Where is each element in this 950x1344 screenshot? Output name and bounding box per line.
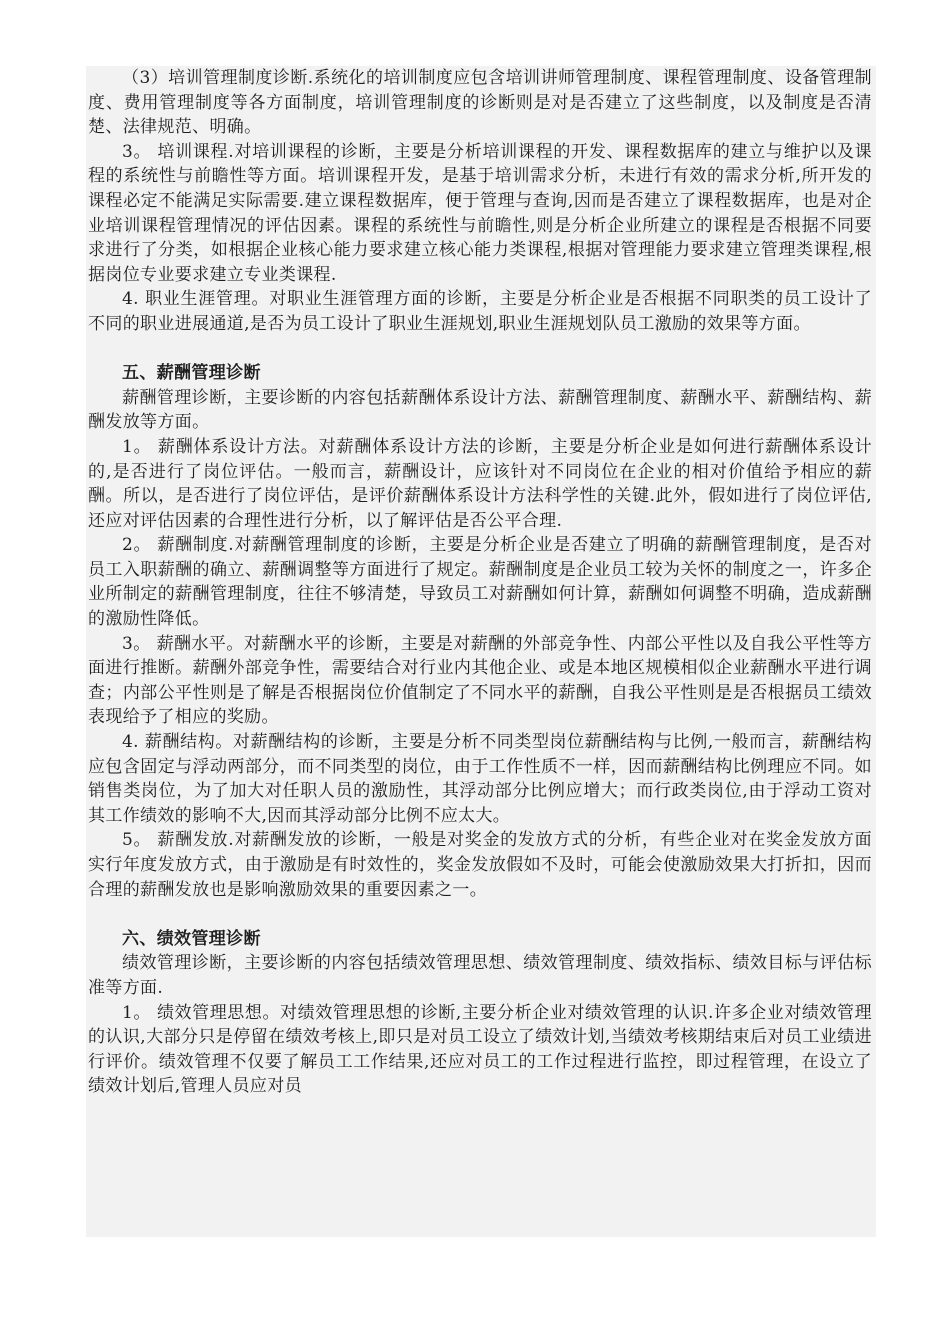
paragraph: 薪酬管理诊断，主要诊断的内容包括薪酬体系设计方法、薪酬管理制度、薪酬水平、薪酬结构、薪酬发放等方面。 (88, 387, 872, 433)
spacer (88, 337, 872, 362)
paragraph: 4. 薪酬结构。对薪酬结构的诊断，主要是分析不同类型岗位薪酬结构与比例,一般而言，薪酬结构应包含固定与浮动两部分，而不同类型的岗位，由于工作性质不一样，因而薪酬结构比例理应不同。如销售类岗位，为了加大对任职人员的激励性，其浮动部分比例应增大；而行政类岗位,由于浮动工资对其工作绩效的影响不大,因而其浮动部分比例不应太大。 (88, 732, 872, 826)
paragraph: （3）培训管理制度诊断.系统化的培训制度应包含培训讲师管理制度、课程管理制度、设备管理制度、费用管理制度等各方面制度，培训管理制度的诊断则是对是否建立了这些制度，以及制度是否清楚、法律规范、明确。 (88, 68, 872, 138)
paragraph: 1。 绩效管理思想。对绩效管理思想的诊断,主要分析企业对绩效管理的认识.许多企业对绩效管理的认识,大部分只是停留在绩效考核上,即只是对员工设立了绩效计划,当绩效考核期结束后对员工业绩进行评价。绩效管理不仅要了解员工工作结果,还应对员工的工作过程进行监控，即过程管理，在设立了绩效计划后,管理人员应对员 (88, 1002, 872, 1097)
paragraph: 1。 薪酬体系设计方法。对薪酬体系设计方法的诊断，主要是分析企业是如何进行薪酬体系设计的,是否进行了岗位评估。一般而言，薪酬设计，应该针对不同岗位在企业的相对价值给予相应的薪酬。所以，是否进行了岗位评估，是评价薪酬体系设计方法科学性的关键.此外，假如进行了岗位评估,还应对评估因素的合理性进行分析，以了解评估是否公平合理. (88, 436, 872, 531)
document-body (88, 66, 872, 1099)
paragraph: 绩效管理诊断，主要诊断的内容包括绩效管理思想、绩效管理制度、绩效指标、绩效目标与评估标准等方面. (88, 953, 872, 998)
paragraph: 2。 薪酬制度.对薪酬管理制度的诊断，主要是分析企业是否建立了明确的薪酬管理制度，是否对员工入职薪酬的确立、薪酬调整等方面进行了规定。薪酬制度是企业员工较为关怀的制度之一，许多企业所制定的薪酬管理制度，往往不够清楚，导致员工对薪酬如何计算，薪酬如何调整不明确，造成薪酬的激励性降低。 (88, 535, 872, 630)
paragraph: 3。 薪酬水平。对薪酬水平的诊断，主要是对薪酬的外部竞争性、内部公平性以及自我公平性等方面进行推断。薪酬外部竞争性，需要结合对行业内其他企业、或是本地区规模相似企业薪酬水平进行调查；内部公平性则是了解是否根据岗位价值制定了不同水平的薪酬，自我公平性则是是否根据员工绩效表现给予了相应的奖励。 (88, 633, 872, 728)
spacer (88, 902, 872, 927)
section-heading: 六、绩效管理诊断 (122, 928, 261, 949)
paragraph: 3。 培训课程.对培训课程的诊断，主要是分析培训课程的开发、课程数据库的建立与维护以及课程的系统性与前瞻性等方面。培训课程开发，是基于培训需求分析，未进行有效的需求分析,所开发的课程必定不能满足实际需要.建立课程数据库，便于管理与查询,因而是否建立了课程数据库，也是对企业培训课程管理情况的评估因素。课程的系统性与前瞻性,则是分析企业所建立的课程是否根据不同要求进行了分类，如根据企业核心能力要求建立核心能力类课程,根据对管理能力要求建立管理类课程,根据岗位专业要求建立专业类课程. (88, 141, 872, 285)
paragraph: 4. 职业生涯管理。对职业生涯管理方面的诊断，主要是分析企业是否根据不同职类的员工设计了不同的职业进展通道,是否为员工设计了职业生涯规划,职业生涯规划队员工激励的效果等方面。 (88, 289, 872, 334)
paragraph: 5。 薪酬发放.对薪酬发放的诊断，一般是对奖金的发放方式的分析，有些企业对在奖金发放方面实行年度发放方式，由于激励是有时效性的，奖金发放假如不及时，可能会使激励效果大打折扣，因而合理的薪酬发放也是影响激励效果的重要因素之一。 (88, 830, 872, 900)
section-heading: 五、薪酬管理诊断 (122, 363, 261, 384)
